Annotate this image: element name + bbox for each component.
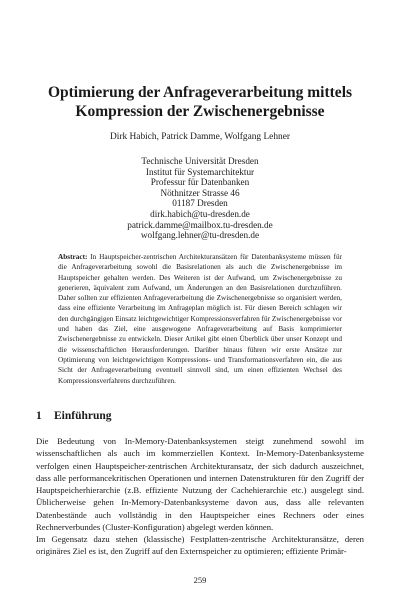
affiliation-chair: Professur für Datenbanken <box>150 177 250 188</box>
affiliation-street: Nöthnitzer Strasse 46 <box>160 187 240 198</box>
body-paragraph: Im Gegensatz dazu stehen (klassische) Festplatten-zentrische Architekturansätze, deren originäres Ziel es ist, den Zugriff auf den Externspeicher zu optimieren; effiziente Primär- <box>36 534 364 557</box>
affiliation-city: 01187 Dresden <box>172 198 228 209</box>
section-number: 1 <box>36 410 42 422</box>
author-email: dirk.habich@tu-dresden.de <box>150 208 250 219</box>
section-title: Einführung <box>54 410 112 422</box>
author-list: Dirk Habich, Patrick Damme, Wolfgang Lehner <box>109 132 290 142</box>
page-number: 259 <box>193 575 207 585</box>
affiliation-university: Technische Universität Dresden <box>141 156 259 166</box>
affiliation-institute: Institut für Systemarchitektur <box>145 166 255 177</box>
section-heading <box>36 409 112 423</box>
abstract-text: In Hauptspeicher-zentrischen Architekturansätzen für Datenbanksysteme müssen für die Anfrageverarbeitung sowohl die Basisrelationen als auch die Zwischenergebnisse im Hauptspeicher gehalten werden. Des Weiteren ist der Aufwand, um Zwischenergebnisse zu generieren, äquivalent zum Aufwand, um Änderungen an den Basisrelationen durchzuführen. Daher sollten zur effizienten Anfrageverarbeitung die Zwischenergebnisse so organisiert werden, dass eine effiziente Verarbeitung im Anfrageplan möglich ist. Für diesen Bereich schlagen wir den durchgängigen Einsatz leichtgewichtiger Kompressionsverfahren für Zwischenergebnisse vor und haben das Ziel, eine ausgewogene Anfrageverarbeitung auf Basis komprimierter Zwischenergebnisse zu entwickeln. Dieser Artikel gibt einen Überblick über unser Konzept und die wissenschaftlichen Herausforderungen. Darüber hinaus führen wir erste Ansätze zur Optimierung von leichtgewichtigen Kompressions- und Transformationsverfahren ein, die aus Sicht der Anfrageverarbeitung eventuell sinnvoll sind, um einen effizienten Wechsel des Kompressionsverfahrens durchzuführen. <box>58 253 342 385</box>
body-paragraph: Die Bedeutung von In-Memory-Datenbanksystemen steigt zunehmend sowohl im wissenschaftlichen als auch im kommerziellen Kontext. In-Memory-Datenbanksysteme verfolgen einen Hauptspeicher-zentrischen Architekturansatz, der sich dadurch auszeichnet, dass alle performancekritischen Operationen und internen Datenstrukturen für den Zugriff der Hauptspeicherhierarchie (z.B. effiziente Nutzung der Cachehierarchie etc.) ausgelegt sind. Üblicherweise gehen In-Memory-Datenbanksysteme davon aus, dass alle relevanten Datenbestände auch vollständig in den Hauptspeicher eines Rechners oder eines Rechnerverbundes (Cluster-Konfiguration) abgelegt werden können. <box>36 436 364 533</box>
author-email: wolfgang.lehner@tu-dresden.de <box>140 230 260 241</box>
abstract <box>58 252 342 386</box>
affiliation-block <box>60 156 340 241</box>
author-email: patrick.damme@mailbox.tu-dresden.de <box>127 219 273 230</box>
abstract-label: Abstract: <box>58 253 88 261</box>
paper-title: Optimierung der Anfrageverarbeitung mittels Kompression der Zwischenergebnisse <box>47 84 353 120</box>
